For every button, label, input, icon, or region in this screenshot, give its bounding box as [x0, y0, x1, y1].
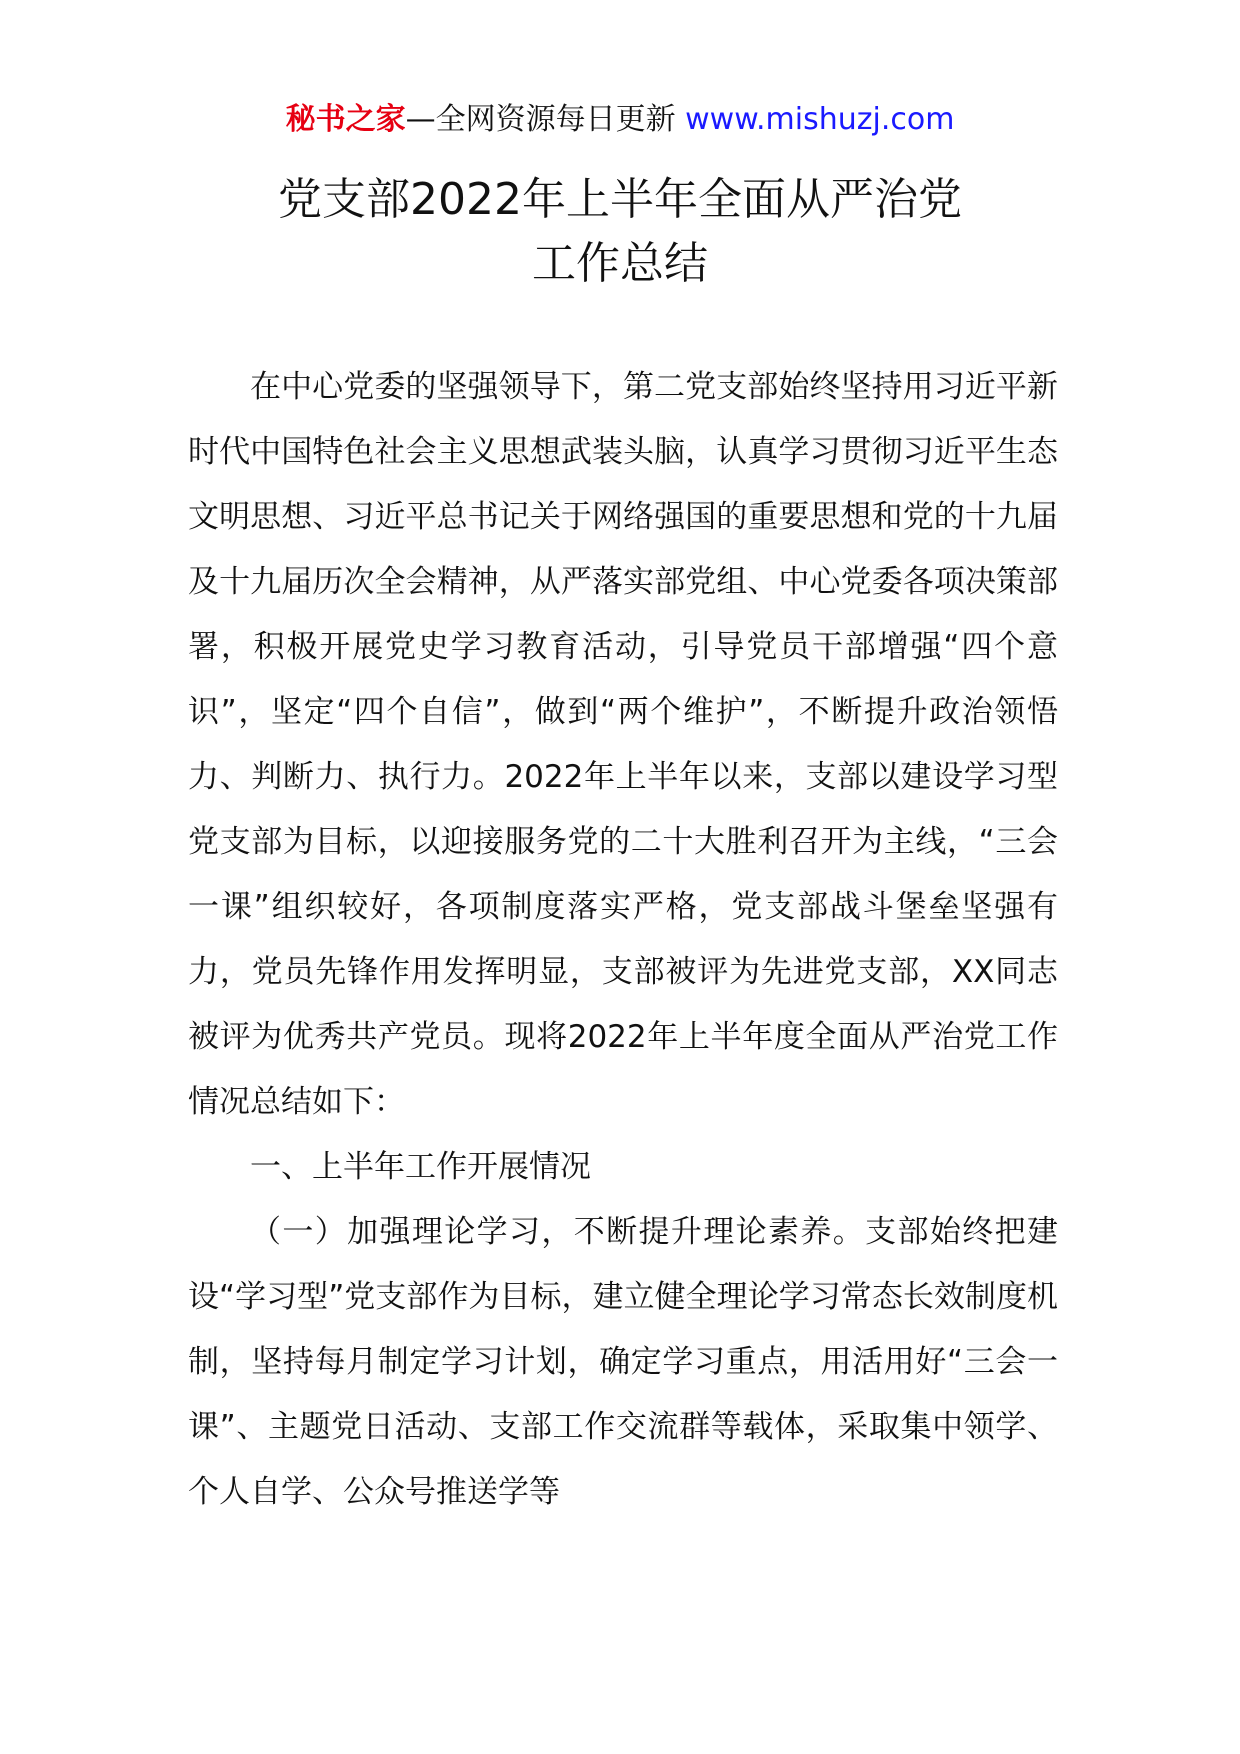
- title-line-2: 工作总结: [532, 238, 708, 289]
- header-slogan: —全网资源每日更新: [405, 102, 676, 137]
- site-header: [0, 100, 1240, 140]
- intro-paragraph: 在中心党委的坚强领导下，第二党支部始终坚持用习近平新时代中国特色社会主义思想武装头脑，认真学习贯彻习近平生态文明思想、习近平总书记关于网络强国的重要思想和党的十九届及十九届历次全会精神，从严落实部党组、中心党委各项决策部署，积极开展党史学习教育活动，引导党员干部增强“四个意识”，坚定“四个自信”，做到“两个维护”，不断提升政治领悟力、判断力、执行力。2022年上半年以来，支部以建设学习型党支部为目标，以迎接服务党的二十大胜利召开为主线，“三会一课”组织较好，各项制度落实严格，党支部战斗堡垒坚强有力，党员先锋作用发挥明显，支部被评为先进党支部，XX同志被评为优秀共产党员。现将2022年上半年度全面从严治党工作情况总结如下：: [188, 369, 1058, 1120]
- site-url-link[interactable]: www.mishuzj.com: [685, 102, 955, 137]
- subsection-paragraph: （一）加强理论学习，不断提升理论素养。支部始终把建设“学习型”党支部作为目标，建立健全理论学习常态长效制度机制，坚持每月制定学习计划，确定学习重点，用活用好“三会一课”、主题党日活动、支部工作交流群等载体，采取集中领学、个人自学、公众号推送学等: [188, 1214, 1058, 1510]
- document-title: [0, 168, 1240, 296]
- title-line-1: 党支部2022年上半年全面从严治党: [278, 174, 962, 225]
- brand-name: 秘书之家: [285, 102, 406, 137]
- document-body: [188, 355, 1058, 1525]
- section-heading: 一、上半年工作开展情况: [250, 1149, 591, 1185]
